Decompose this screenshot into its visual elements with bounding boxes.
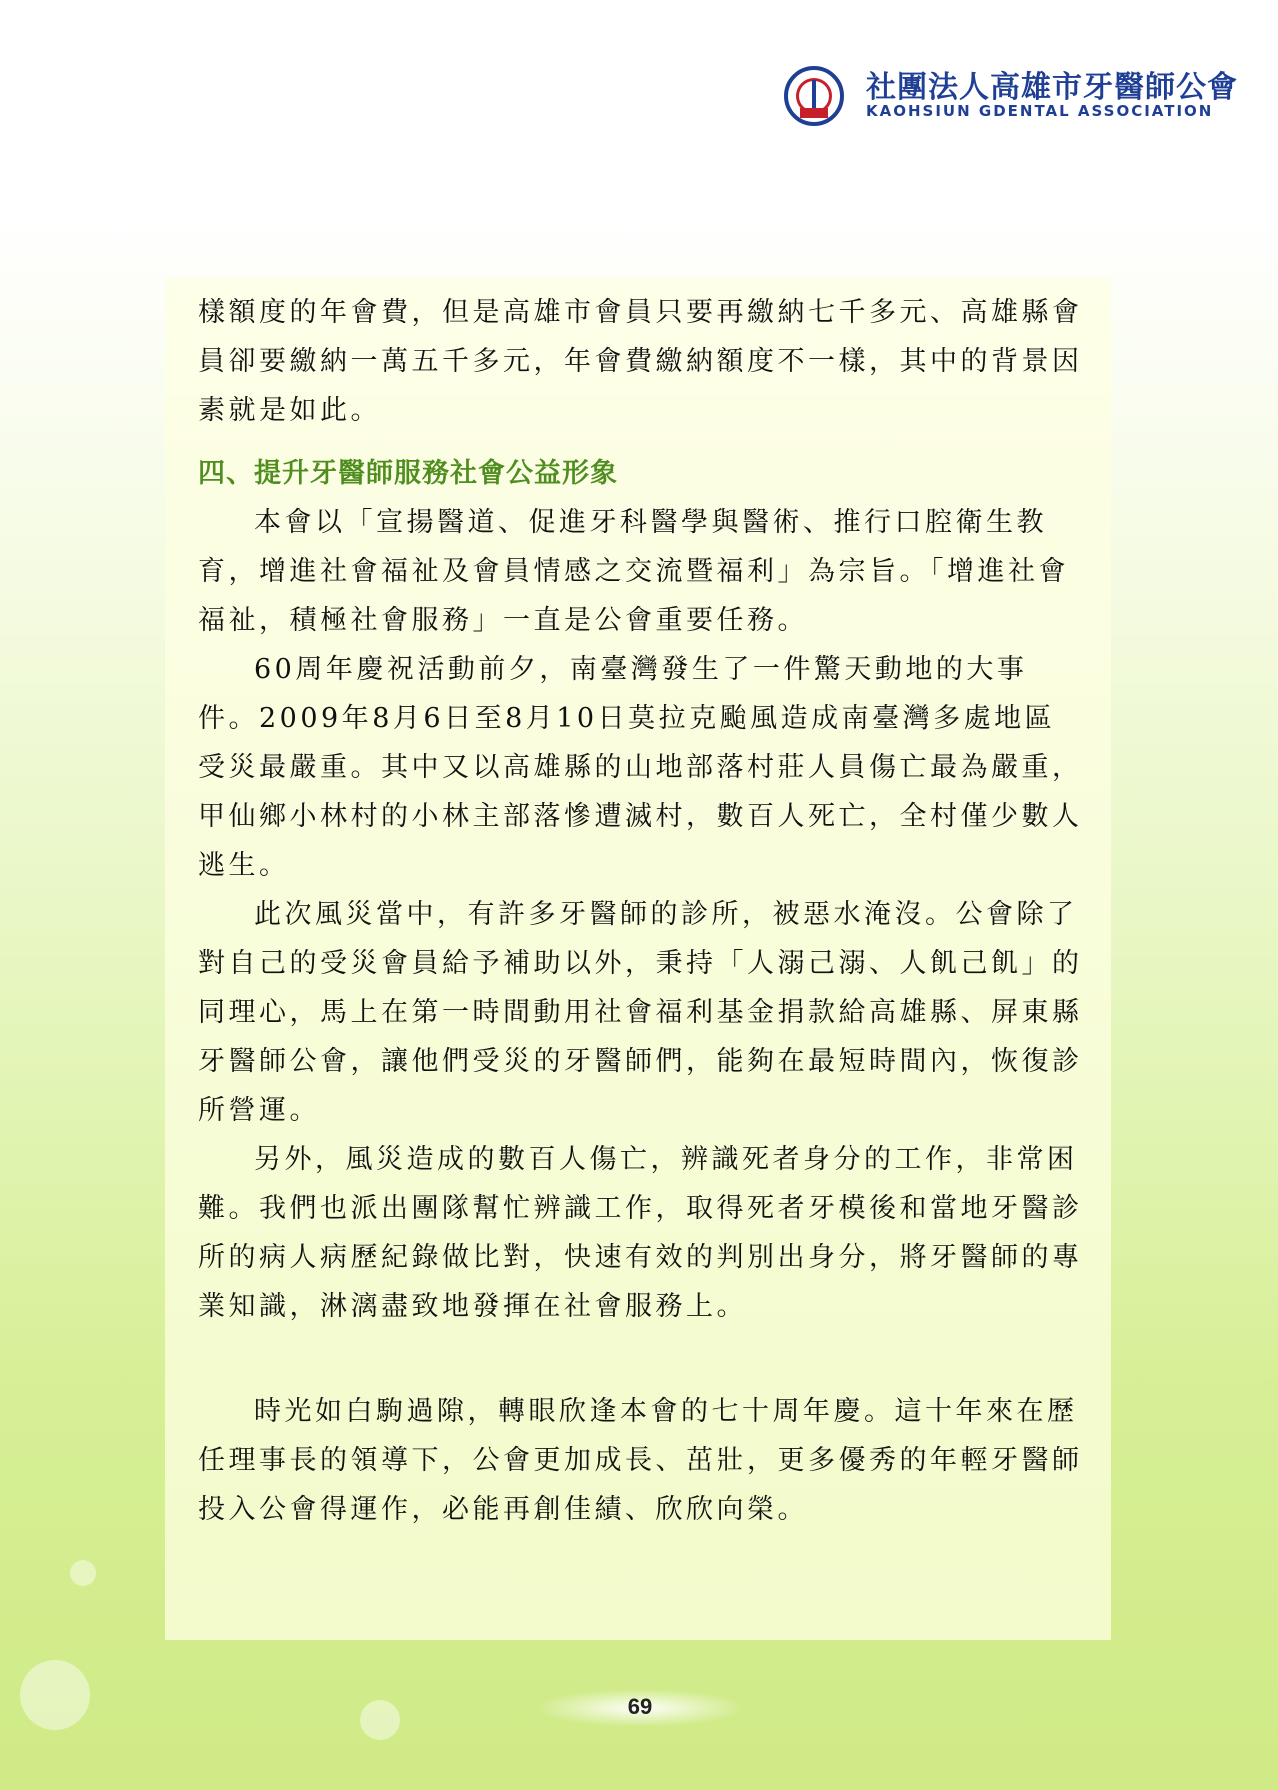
article-body <box>198 288 1083 1534</box>
background-bokeh <box>70 1560 96 1586</box>
paragraph: 另外，風災造成的數百人傷亡，辨識死者身分的工作，非常困難。我們也派出團隊幫忙辨識工作，取得死者牙模後和當地牙醫診所的病人病歷紀錄做比對，快速有效的判別出身分，將牙醫師的專業知識，淋漓盡致地發揮在社會服務上。 <box>198 1144 1083 1322</box>
org-name-chinese: 社團法人高雄市牙醫師公會 <box>866 70 1238 105</box>
paragraph: 60周年慶祝活動前夕，南臺灣發生了一件驚天動地的大事件。2009年8月6日至8月10日莫拉克颱風造成南臺灣多處地區受災最嚴重。其中又以高雄縣的山地部落村莊人員傷亡最為嚴重，甲仙鄉小林村的小林主部落慘遭滅村，數百人死亡，全村僅少數人逃生。 <box>198 654 1083 881</box>
paragraph: 此次風災當中，有許多牙醫師的診所，被惡水淹沒。公會除了對自己的受災會員給予補助以外，秉持「人溺己溺、人飢己飢」的同理心，馬上在第一時間動用社會福利基金捐款給高雄縣、屏東縣牙醫師公會，讓他們受災的牙醫師們，能夠在最短時間內，恢復診所營運。 <box>198 899 1083 1126</box>
org-name-english: KAOHSIUN GDENTAL ASSOCIATION <box>866 102 1214 120</box>
paragraph: 樣額度的年會費，但是高雄市會員只要再繳納七千多元、高雄縣會員卻要繳納一萬五千多元，年會費繳納額度不一樣，其中的背景因素就是如此。 <box>198 297 1083 426</box>
background-bokeh <box>20 1660 90 1730</box>
page-footer <box>540 1690 740 1726</box>
section-heading: 四、提升牙醫師服務社會公益形象 <box>198 458 618 489</box>
page-number: 69 <box>627 1694 653 1719</box>
paragraph: 本會以「宣揚醫道、促進牙科醫學與醫術、推行口腔衛生教育，增進社會福祉及會員情感之交流暨福利」為宗旨。「增進社會福祉，積極社會服務」一直是公會重要任務。 <box>198 507 1069 636</box>
association-logo <box>784 62 1244 132</box>
association-emblem-icon <box>784 66 844 126</box>
background-bokeh <box>360 1700 400 1740</box>
paragraph: 時光如白駒過隙，轉眼欣逢本會的七十周年慶。這十年來在歷任理事長的領導下，公會更加成長、茁壯，更多優秀的年輕牙醫師投入公會得運作，必能再創佳績、欣欣向榮。 <box>198 1396 1083 1525</box>
